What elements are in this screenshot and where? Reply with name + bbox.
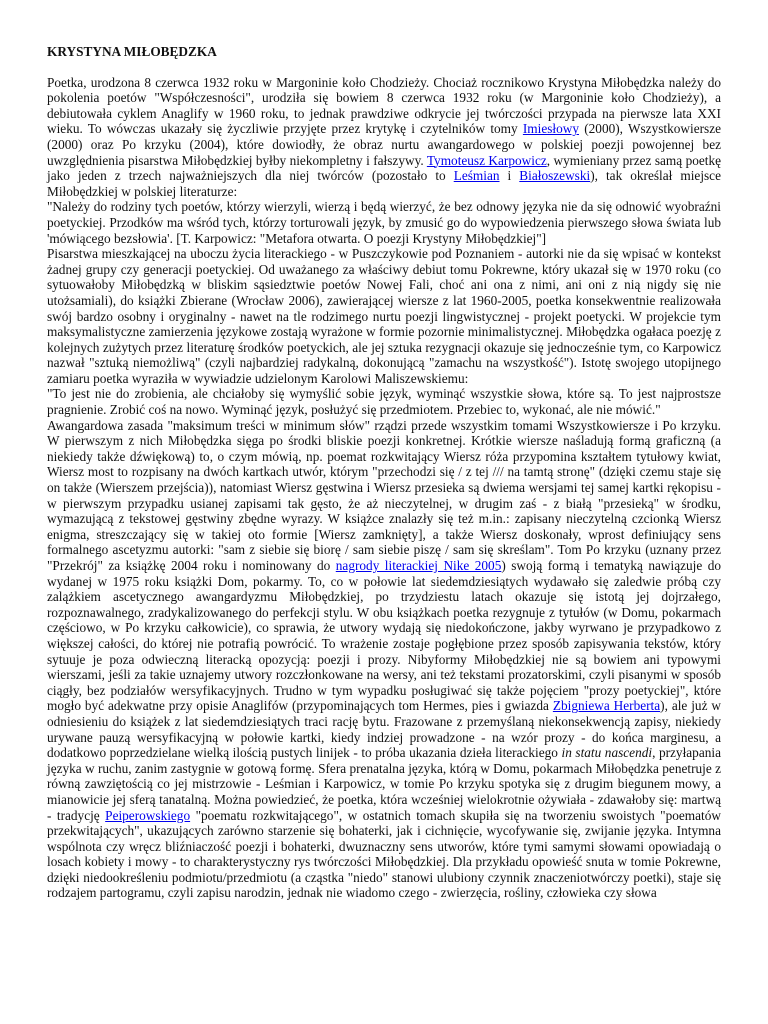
text-span: "poematu rozkwitającego", w ostatnich tomach skupiła się na tworzeniu swoistych "poematów przekwitających", ukazujących zarówno starzenie się bohaterki, jak i cichnięcie, wycofywanie się, zwijanie języka. Intymna wspólnota czy wręcz bliźniaczość poezji i bohaterki, dwuznaczny sens utworów, które tymi samymi słowami opowiadają o losach kobiety i mowy - to charakterystyczny rys twórczości Miłobędzkiej. Dla przykładu opowieść snuta w tomie Pokrewne, dzięki niedookreśleniu podmiotu/przedmiotu (a cząstka "niedo" stanowi ulubiony czynnik znaczeniotwórczy poetki), staje się rodzajem partogramu, czyli zapisu narodzin, jednak nie wiadomo czego - zwierzęcia, rośliny, człowieka czy słowa <box>47 807 721 901</box>
text-span: ), ale już w odniesieniu do książek z lat siedemdziesiątych traci rację bytu. Frazowane z przemyślaną niekonsekwencją zapisy, niekiedy urywane pauzą wersyfikacyjną w połowie kartki, kiedy indziej prowadzone - na wzór prozy - do końca marginesu, a dodatkowo poprzedzielane wielką ilością pustych linijek - to próba ukazania dzieła literackiego <box>47 698 721 761</box>
document-page <box>47 0 721 901</box>
link-peiper[interactable]: Peiperowskiego <box>105 807 191 823</box>
paragraph-puszczykowo: Pisarstwa mieszkającej na uboczu życia literackiego - w Puszczykowie pod Poznaniem - autorki nie da się wpisać w kontekst żadnej grupy czy generacji poetyckiej. Od uważanego za właściwy debiut tomu Pokrewne, który ukazał się w 1970 roku (co sytuowałoby Miłobędzką w bliskim sąsiedztwie poetów Nowej Fali, choć ani ona z nimi, ani oni z nią nigdy się nie utożsamiali), do książki Zbierane (Wrocław 2006), zawierającej wiersze z lat 1960-2005, poetka konsekwentnie realizowała swój bardzo osobny i oryginalny - nawet na tle rodzimego nurtu poezji lingwistycznej - projekt poetycki. W projekcie tym maksymalistyczne zamierzenia językowe zostają wyrażone w formie pozornie minimalistycznej. Miłobędzka ogałaca poezję z kolejnych zużytych przez literaturę środków poetyckich, ale jej sztuka rezygnacji okazuje się jednocześnie tym, co Karpowicz nazwał "sztuką niemożliwą" (czyli najbardziej radykalną, dokonującą "zamachu na wszystkość"). Istotę swojego utopijnego zamiaru poetka wyraziła w wywiadzie udzielonym Karolowi Maliszewskiemu: <box>47 246 721 386</box>
paragraph-interview-quote: "To jest nie do zrobienia, ale chciałoby się wymyślić sobie język, wyminąć wszystkie słowa, które są. To jest najprostsze pragnienie. Zrobić coś na nowo. Wyminąć język, posłużyć się przedmiotem. Przebiec to, wykonać, ale nie mówić." <box>47 386 721 418</box>
text-span: i <box>499 168 520 184</box>
link-imieslowy[interactable]: Imiesłowy <box>522 121 580 137</box>
text-span: (2000), Wszystkowiersze (2000) oraz Po krzyku (2004), które dowiodły, że obraz nurtu awangardowego w polskiej poezji powojennej bez uwzględnienia pisarstwa Miłobędzkiej byłby niekompletny i fałszywy. <box>47 121 721 168</box>
italic-phrase: in statu nascendi <box>561 745 653 761</box>
link-nike-award[interactable]: nagrody literackiej Nike 2005 <box>335 558 502 573</box>
text-span: Poetka, urodzona 8 czerwca 1932 roku w Margoninie koło Chodzieży. Chociaż rocznikowo Krystyna Miłobędzka należy do pokolenia poetów "Współczesności", urodziła się bowiem 8 czerwca 1932 roku (w Margoninie koło Chodzieży), a debiutowała cyklem Anaglify w 1960 roku, to jednak prawdziwe odkrycie jej twórczości przypada na pierwsze lata XXI wieku. To wówczas ukazały się życzliwie przyjęte przez krytykę i czytelników tomy <box>47 74 721 137</box>
paragraph-avant-garde <box>47 418 721 901</box>
link-bialoszewski[interactable]: Białoszewski <box>519 168 591 184</box>
text-span: , wymieniany przez samą poetkę jako jeden z trzech najważniejszych dla niej twórców (pozostało to <box>47 152 722 184</box>
link-karpowicz[interactable]: Tymoteusz Karpowicz <box>426 152 547 168</box>
page-title: KRYSTYNA MIŁOBĘDZKA <box>47 44 217 59</box>
text-span: , przyłapania języka w ruchu, zanim zastygnie w gotową formę. Sfera prenatalna języka, którą w Domu, pokarmach Miłobędzka penetruje z równą zawziętością co jej mistrzowie - Leśmian i Karpowicz, w tomie Po krzyku spotyka się z drugim biegunem mowy, a mianowicie jej sferą tanatalną. Można powiedzieć, że poetka, która wcześniej wielokrotnie ożywiała - zdawałoby się: martwą - tradycję <box>47 745 721 823</box>
link-lesmian[interactable]: Leśmian <box>453 168 500 184</box>
link-herbert[interactable]: Zbigniewa Herberta <box>552 698 661 714</box>
paragraph-karpowicz-quote: "Należy do rodziny tych poetów, którzy wierzyli, wierzą i będą wierzyć, że bez odnowy języka nie da się odnowić wyobraźni poetyckiej. Przodków ma wśród tych, którzy torturowali język, by zmusić go do wypowiedzenia pierwszego słowa świata lub 'mówiącego bezsłowia'. [T. Karpowicz: "Metafora otwarta. O poezji Krystyny Miłobędzkiej"] <box>47 199 721 246</box>
paragraph-intro <box>47 75 721 200</box>
text-span: ) swoją formą i tematyką nawiązuje do wydanej w 1975 roku książki Dom, pokarmy. To, co w połowie lat siedemdziesiątych wydawało się zaledwie próbą czy zalążkiem ascetycznego awangardyzmu Miłobędzkiej, po trzydziestu latach okazuje się istotą jej dojrzałego, rozpoznawalnego, zradykalizowanego do perfekcji stylu. W obu książkach poetka rezygnuje z tytułów (w Domu, pokarmach częściowo, w Po krzyku całkowicie), co sprawia, że utwory wydają się niedokończone, jakby wyrwano je przypadkowo z większej całości, do której nie potrafią powrócić. To wrażenie zostaje pogłębione przez sposób zapisywania tekstów, który sytuuje je poza odwieczną literacką opozycją: poezji i prozy. Nibyformy Miłobędzkiej nie są bowiem ani typowymi wierszami, jeśli za takie uznajemy utwory rozczłonkowane na wersy, ani też tekstami prozatorskimi, czyli pisanymi w sposób ciągły, bez podziałów wersyfikacyjnych. Trudno w tym wypadku posługiwać się także pojęciem "prozy poetyckiej", które mogło być adekwatne przy opisie Anaglifów (przypominających tom Hermes, pies i gwiazda <box>47 558 722 714</box>
text-span: Awangardowa zasada "maksimum treści w minimum słów" rządzi przede wszystkim tomami Wszystkowiersze i Po krzyku. W pierwszym z nich Miłobędzka sięga po środki bliskie poezji konkretnej. Krótkie wiersze naśladują formą graficzną (a niekiedy także dźwiękową) to, o czym mówią, np. poemat rozkwitający Wiersz róża przypomina kształtem tytułowy kwiat, Wiersz most to rozpisany na dwóch kartkach utwór, którym "przechodzi się / z tej /// na tamtą stronę" (dzięki czemu staje się on także (Wierszem przejścia)), natomiast Wiersz gęstwina i Wiersz przesieka są dwiema wersjami tej samej kartki rękopisu - w pierwszym przypadku usianej zapisami tak gęsto, że aż nieczytelnej, w drugim zaś - z białą "przesieką" w środku, wymazującą z tekstowej gęstwiny zbędne wyrazy. W książce znalazły się też m.in.: zapisany nieczytelną czcionką Wiersz enigma, streszczający się w takiej oto formie [Wiersz zamknięty], a także Wiersz doskonały, wprost definiujący sens formalnego ascetyzmu autorki: "sam z siebie się biorę / sam siebie piszę / sam się skreślam". Tom Po krzyku (uznany przez "Przekrój" za książkę 2004 roku i nominowany do <box>47 417 721 573</box>
text-span: ), tak określał miejsce Miłobędzkiej w polskiej literaturze: <box>47 168 721 199</box>
